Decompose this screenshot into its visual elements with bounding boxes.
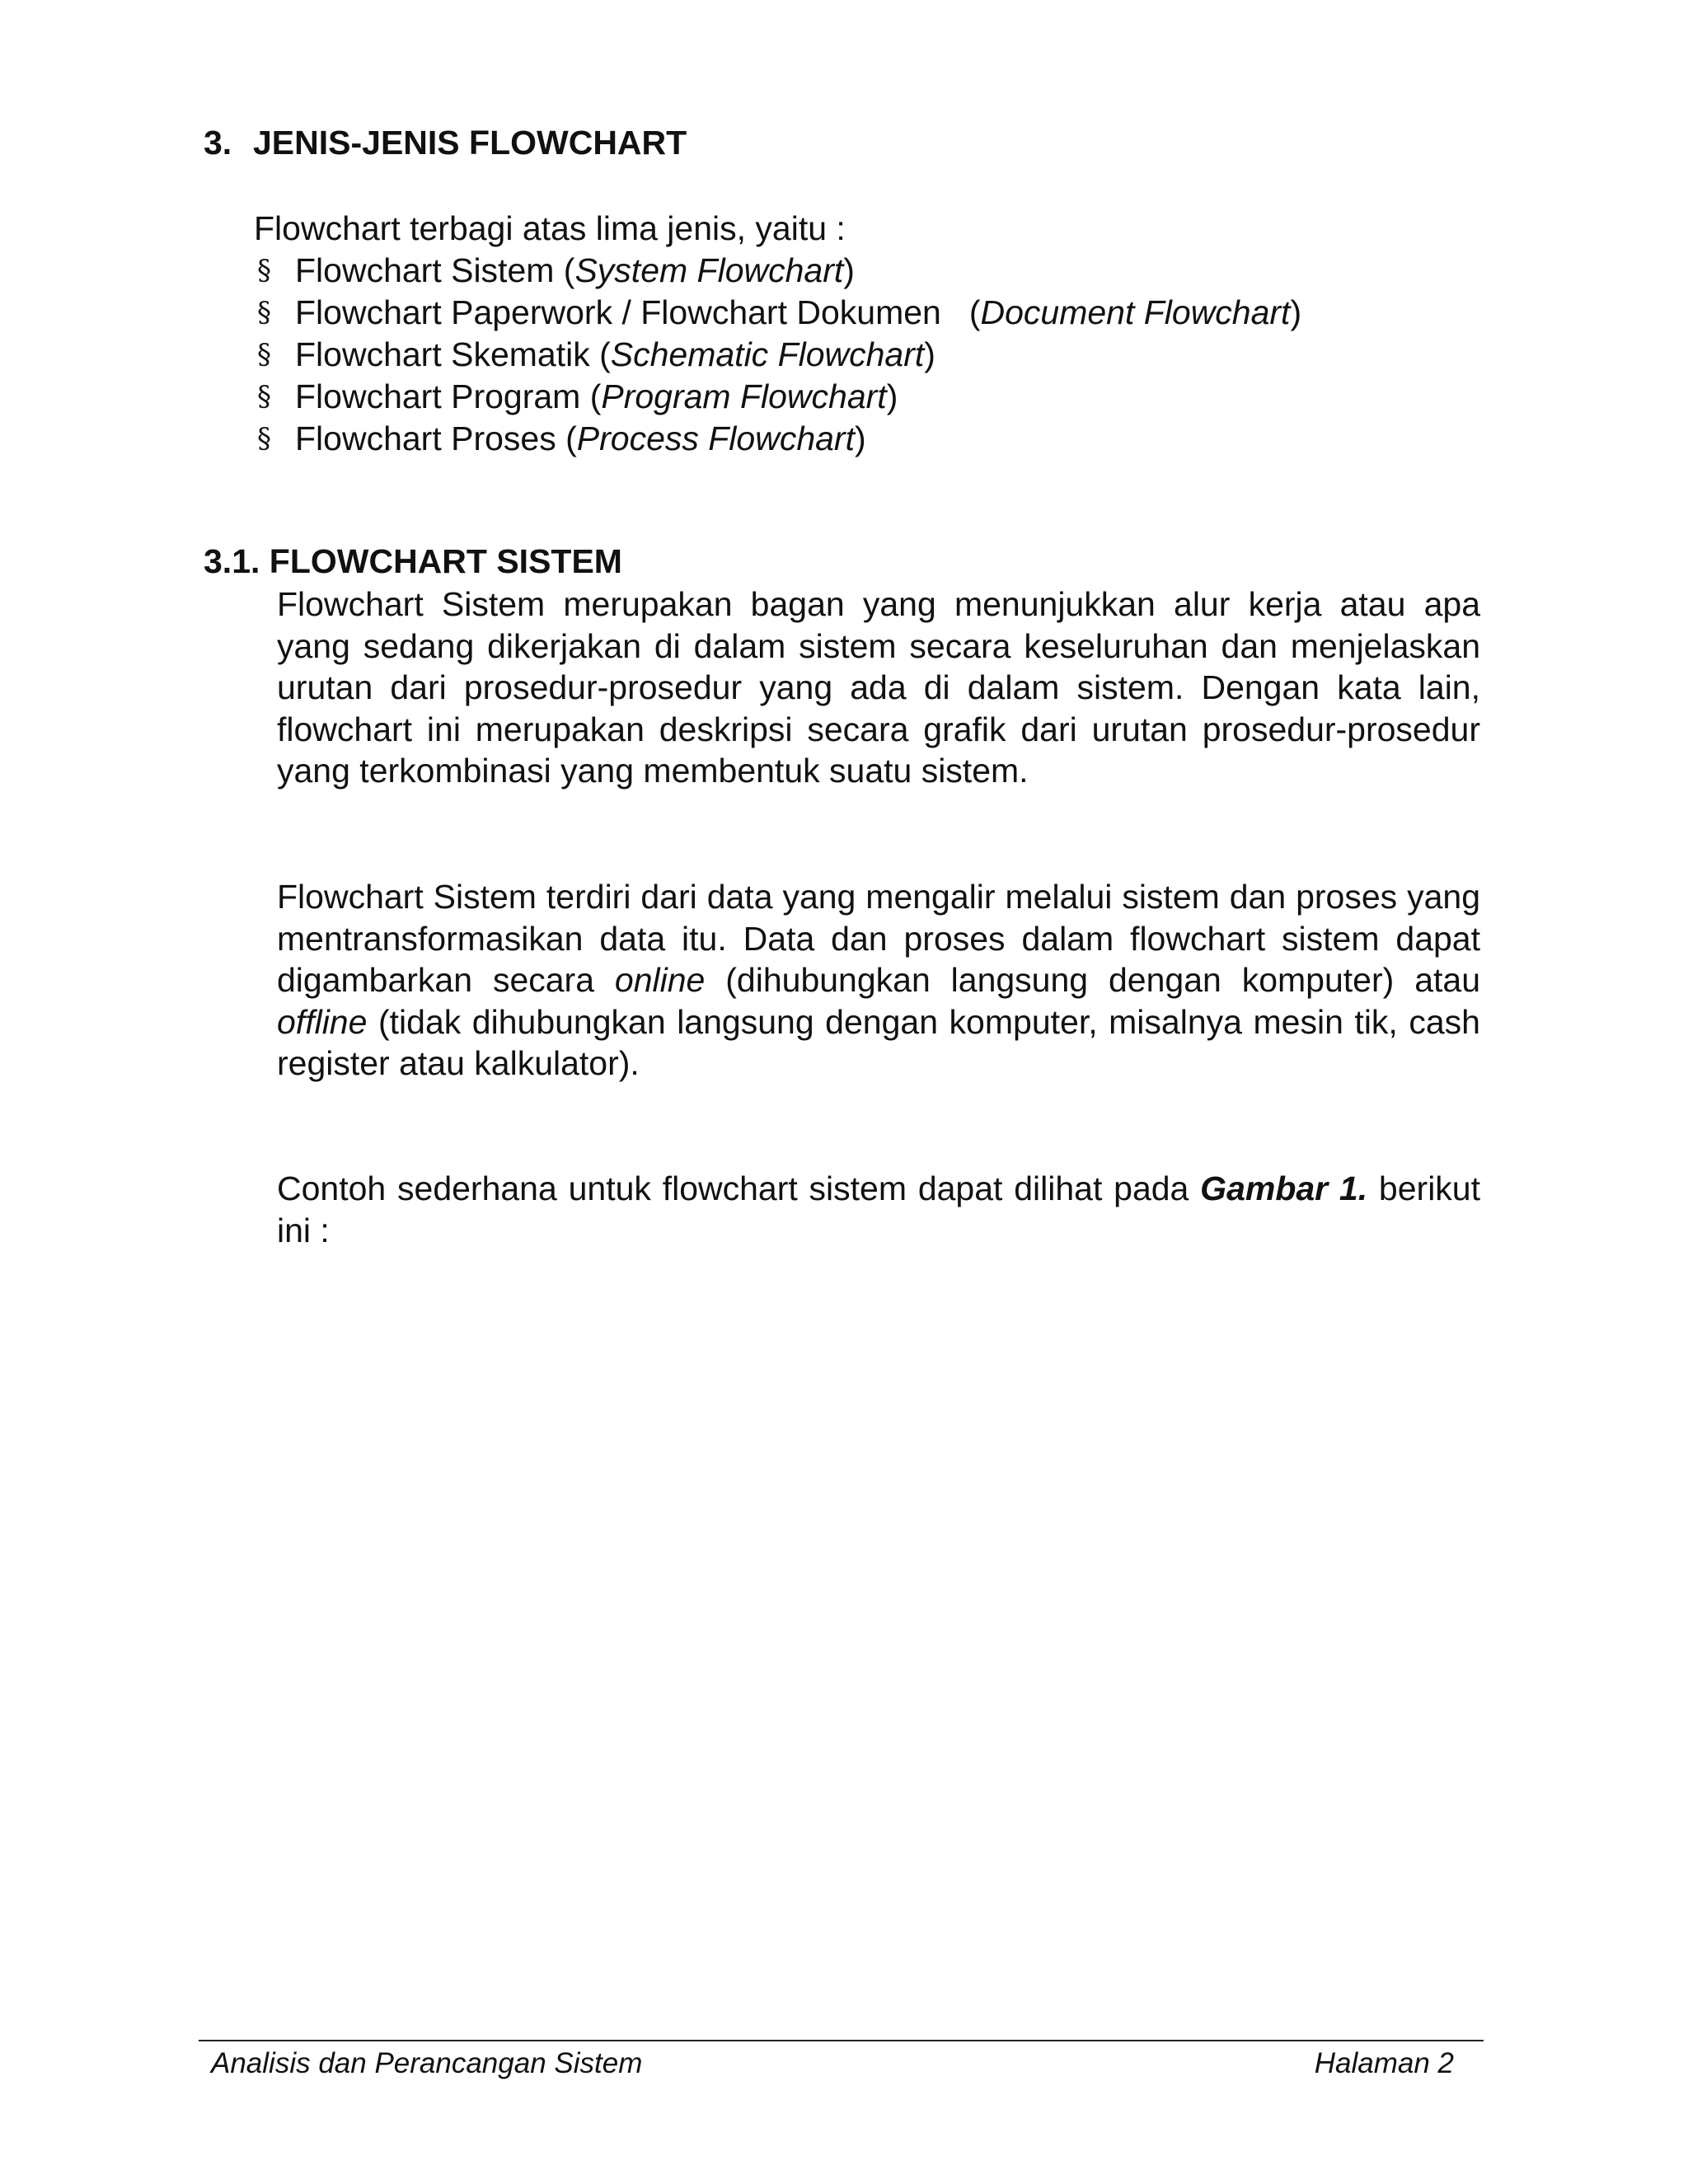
section-heading <box>204 124 687 162</box>
bullet-icon: § <box>257 422 271 455</box>
figure-reference: Gambar 1. <box>1200 1169 1368 1207</box>
term-offline: offline <box>277 1002 368 1041</box>
list-item: § Flowchart Paperwork / Flowchart Dokumen ( Document Flowchart ) <box>257 292 1301 334</box>
bullet-icon: § <box>257 254 271 287</box>
subsection-heading: 3.1. FLOWCHART SISTEM <box>204 542 622 580</box>
section-title: JENIS-JENIS FLOWCHART <box>253 124 687 162</box>
footer-divider <box>199 2040 1484 2041</box>
paragraph-definition: Flowchart Sistem merupakan bagan yang menunjukkan alur kerja atau apa yang sedang dikerjakan di dalam sistem secara keseluruhan dan menjelaskan urutan dari prosedur-prosedur yang ada di dalam sistem. Dengan kata lain, flowchart ini merupakan deskripsi secara grafik dari urutan prosedur-prosedur yang terkombinasi yang membentuk suatu sistem. <box>277 585 1480 790</box>
bullet-icon: § <box>257 380 271 413</box>
page-number: Halaman 2 <box>1314 2047 1454 2079</box>
paragraph-data-process: Flowchart Sistem terdiri dari data yang mengalir melalui sistem dan proses yang mentransformasikan data itu. Data dan proses dalam flowchart sistem dapat digambarkan secara online (dihubungkan langsung dengan komputer) atau offline (tidak dihubungkan langsung dengan komputer, misalnya mesin tik, cash register atau kalkulator). <box>277 878 1480 1082</box>
term-online: online <box>614 961 706 999</box>
list-item: § Flowchart Skematik ( Schematic Flowchart ) <box>257 334 1301 376</box>
paragraph-example: Contoh sederhana untuk flowchart sistem dapat dilihat pada Gambar 1. berikut ini : <box>277 1169 1480 1249</box>
list-item: § Flowchart Program ( Program Flowchart ) <box>257 376 1301 418</box>
section-number: 3. <box>204 124 232 162</box>
bullet-icon: § <box>257 338 271 371</box>
flowchart-types-list <box>257 250 1301 460</box>
footer-title: Analisis dan Perancangan Sistem <box>211 2047 643 2079</box>
list-item: § Flowchart Sistem ( System Flowchart ) <box>257 250 1301 292</box>
list-item: § Flowchart Proses ( Process Flowchart ) <box>257 418 1301 460</box>
section-intro: Flowchart terbagi atas lima jenis, yaitu : <box>254 209 846 247</box>
bullet-icon: § <box>257 296 271 329</box>
